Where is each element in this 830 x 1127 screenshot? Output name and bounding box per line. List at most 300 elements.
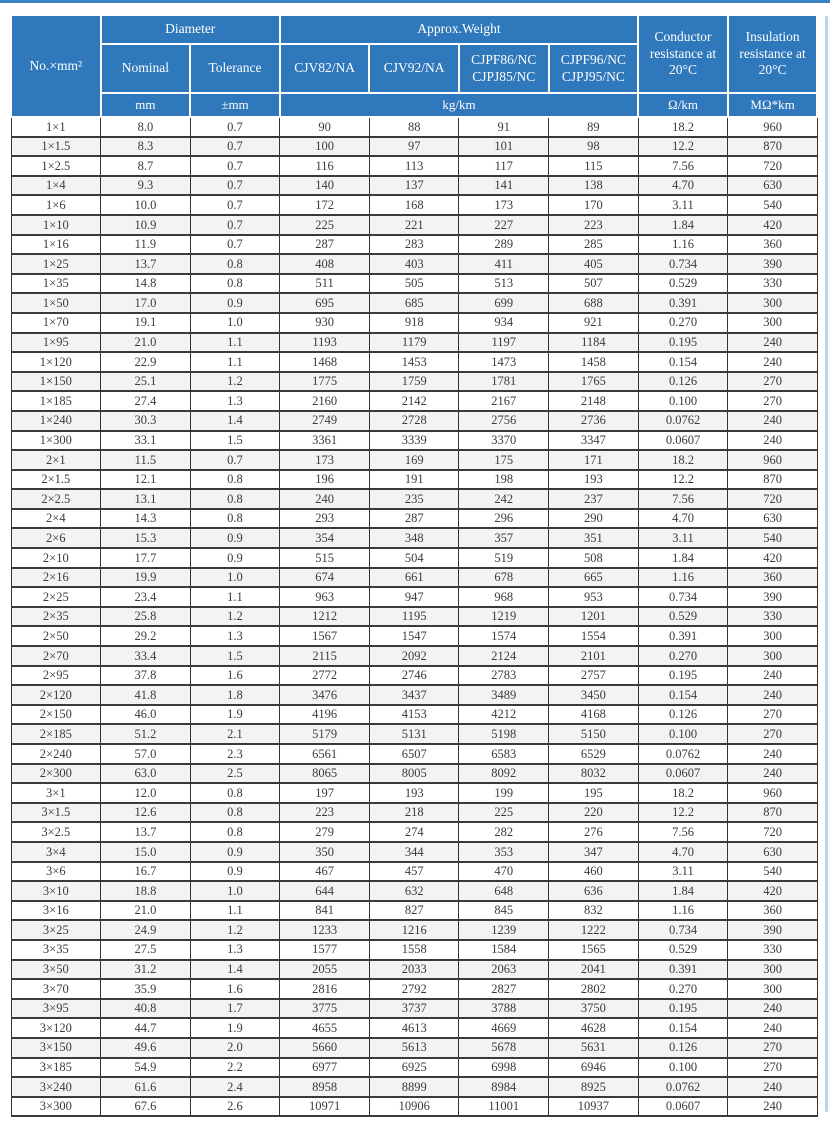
cell-conductor-resistance: 0.126 bbox=[638, 372, 728, 392]
cell-cjpf96: 285 bbox=[549, 235, 639, 255]
cell-cjpf86: 6583 bbox=[459, 744, 549, 764]
cell-cjpf96: 170 bbox=[549, 195, 639, 215]
cell-conductor-resistance: 1.16 bbox=[638, 235, 728, 255]
cell-cjv92: 191 bbox=[369, 470, 459, 490]
cell-conductor-resistance: 0.391 bbox=[638, 960, 728, 980]
cell-insulation-resistance: 540 bbox=[728, 195, 818, 215]
cell-cjv92: 827 bbox=[369, 901, 459, 921]
cell-tolerance: 1.0 bbox=[190, 313, 280, 333]
cell-cjpf86: 282 bbox=[459, 822, 549, 842]
table-row bbox=[11, 842, 817, 862]
cell-tolerance: 0.9 bbox=[190, 548, 280, 568]
cell-size: 1×70 bbox=[11, 313, 101, 333]
cell-cjpf96: 636 bbox=[549, 881, 639, 901]
cell-cjpf86: 2756 bbox=[459, 411, 549, 431]
cell-cjv82: 3476 bbox=[280, 685, 370, 705]
cell-cjpf86: 968 bbox=[459, 587, 549, 607]
cell-cjpf86: 141 bbox=[459, 176, 549, 196]
table-row bbox=[11, 137, 817, 157]
cell-tolerance: 0.8 bbox=[190, 470, 280, 490]
cell-nominal: 33.4 bbox=[101, 646, 191, 666]
cell-cjpf96: 3347 bbox=[549, 431, 639, 451]
cell-cjv92: 457 bbox=[369, 862, 459, 882]
cell-cjv82: 225 bbox=[280, 215, 370, 235]
cell-insulation-resistance: 240 bbox=[728, 431, 818, 451]
table-row bbox=[11, 195, 817, 215]
table-row bbox=[11, 215, 817, 235]
cell-cjv82: 240 bbox=[280, 489, 370, 509]
cell-nominal: 12.1 bbox=[101, 470, 191, 490]
cell-insulation-resistance: 960 bbox=[728, 450, 818, 470]
cell-size: 2×185 bbox=[11, 724, 101, 744]
cell-conductor-resistance: 0.391 bbox=[638, 293, 728, 313]
cell-cjpf96: 4168 bbox=[549, 705, 639, 725]
cell-cjv92: 137 bbox=[369, 176, 459, 196]
cell-cjpf96: 6946 bbox=[549, 1058, 639, 1078]
cell-cjv92: 287 bbox=[369, 509, 459, 529]
cell-size: 3×120 bbox=[11, 1018, 101, 1038]
cell-conductor-resistance: 0.270 bbox=[638, 646, 728, 666]
table-row bbox=[11, 372, 817, 392]
cell-cjv92: 283 bbox=[369, 235, 459, 255]
cell-cjv92: 3339 bbox=[369, 431, 459, 451]
cell-cjpf86: 8092 bbox=[459, 764, 549, 784]
cell-tolerance: 0.9 bbox=[190, 842, 280, 862]
cell-conductor-resistance: 0.0607 bbox=[638, 431, 728, 451]
cell-nominal: 49.6 bbox=[101, 1038, 191, 1058]
cell-cjpf96: 4628 bbox=[549, 1018, 639, 1038]
cell-size: 3×10 bbox=[11, 881, 101, 901]
cell-size: 1×120 bbox=[11, 352, 101, 372]
cell-nominal: 11.9 bbox=[101, 235, 191, 255]
cell-tolerance: 0.7 bbox=[190, 156, 280, 176]
cell-cjv92: 348 bbox=[369, 528, 459, 548]
cell-cjpf86: 4212 bbox=[459, 705, 549, 725]
cell-cjpf96: 688 bbox=[549, 293, 639, 313]
cell-nominal: 17.0 bbox=[101, 293, 191, 313]
cell-cjpf86: 6998 bbox=[459, 1058, 549, 1078]
cell-tolerance: 0.7 bbox=[190, 195, 280, 215]
cell-cjv92: 4153 bbox=[369, 705, 459, 725]
cell-conductor-resistance: 0.126 bbox=[638, 705, 728, 725]
cell-conductor-resistance: 0.126 bbox=[638, 1038, 728, 1058]
cell-cjv92: 168 bbox=[369, 195, 459, 215]
cell-cjv92: 88 bbox=[369, 117, 459, 137]
cell-nominal: 8.7 bbox=[101, 156, 191, 176]
cell-cjv82: 4655 bbox=[280, 1018, 370, 1038]
cell-cjv82: 1233 bbox=[280, 920, 370, 940]
cell-conductor-resistance: 4.70 bbox=[638, 509, 728, 529]
table-row bbox=[11, 783, 817, 803]
cell-cjpf86: 934 bbox=[459, 313, 549, 333]
cell-conductor-resistance: 4.70 bbox=[638, 176, 728, 196]
cell-cjpf96: 237 bbox=[549, 489, 639, 509]
cell-cjv92: 632 bbox=[369, 881, 459, 901]
cell-conductor-resistance: 18.2 bbox=[638, 783, 728, 803]
cell-cjpf86: 101 bbox=[459, 137, 549, 157]
cell-nominal: 54.9 bbox=[101, 1058, 191, 1078]
cell-cjv92: 6925 bbox=[369, 1058, 459, 1078]
cell-cjpf96: 195 bbox=[549, 783, 639, 803]
cell-nominal: 27.4 bbox=[101, 391, 191, 411]
cell-nominal: 63.0 bbox=[101, 764, 191, 784]
header-tolerance: Tolerance bbox=[190, 44, 280, 93]
cell-nominal: 21.0 bbox=[101, 333, 191, 353]
cell-cjpf96: 921 bbox=[549, 313, 639, 333]
cell-tolerance: 1.1 bbox=[190, 901, 280, 921]
cell-conductor-resistance: 18.2 bbox=[638, 450, 728, 470]
cell-cjpf86: 117 bbox=[459, 156, 549, 176]
cell-cjpf96: 115 bbox=[549, 156, 639, 176]
cell-tolerance: 2.2 bbox=[190, 1058, 280, 1078]
cell-cjpf96: 460 bbox=[549, 862, 639, 882]
table-row bbox=[11, 333, 817, 353]
cell-tolerance: 1.0 bbox=[190, 568, 280, 588]
cell-size: 2×240 bbox=[11, 744, 101, 764]
cell-cjv92: 947 bbox=[369, 587, 459, 607]
cell-conductor-resistance: 7.56 bbox=[638, 489, 728, 509]
cell-cjv92: 685 bbox=[369, 293, 459, 313]
cell-cjv82: 1212 bbox=[280, 607, 370, 627]
cell-cjv82: 674 bbox=[280, 568, 370, 588]
cell-cjpf86: 1219 bbox=[459, 607, 549, 627]
cell-cjv82: 1468 bbox=[280, 352, 370, 372]
table-body bbox=[11, 117, 817, 1116]
cell-cjpf96: 1554 bbox=[549, 626, 639, 646]
header-cjv82: CJV82/NA bbox=[280, 44, 370, 93]
cell-size: 1×6 bbox=[11, 195, 101, 215]
cell-cjpf96: 1565 bbox=[549, 940, 639, 960]
cell-cjpf96: 665 bbox=[549, 568, 639, 588]
cell-cjv92: 169 bbox=[369, 450, 459, 470]
cell-insulation-resistance: 720 bbox=[728, 822, 818, 842]
cell-cjv82: 5660 bbox=[280, 1038, 370, 1058]
cell-cjv82: 695 bbox=[280, 293, 370, 313]
cell-cjpf86: 225 bbox=[459, 803, 549, 823]
cell-cjv82: 408 bbox=[280, 254, 370, 274]
table-row bbox=[11, 176, 817, 196]
cell-cjv92: 1179 bbox=[369, 333, 459, 353]
cell-tolerance: 1.1 bbox=[190, 587, 280, 607]
cell-cjv82: 4196 bbox=[280, 705, 370, 725]
cell-tolerance: 0.7 bbox=[190, 450, 280, 470]
cell-conductor-resistance: 1.84 bbox=[638, 881, 728, 901]
cell-cjv92: 97 bbox=[369, 137, 459, 157]
table-row bbox=[11, 254, 817, 274]
cell-nominal: 17.7 bbox=[101, 548, 191, 568]
cell-nominal: 57.0 bbox=[101, 744, 191, 764]
cell-tolerance: 0.7 bbox=[190, 215, 280, 235]
cell-cjv82: 2749 bbox=[280, 411, 370, 431]
cell-nominal: 8.0 bbox=[101, 117, 191, 137]
cell-cjpf96: 2757 bbox=[549, 666, 639, 686]
cell-tolerance: 1.3 bbox=[190, 940, 280, 960]
cell-cjv82: 293 bbox=[280, 509, 370, 529]
cell-cjv82: 963 bbox=[280, 587, 370, 607]
cell-cjv82: 90 bbox=[280, 117, 370, 137]
page-right-rule bbox=[825, 16, 828, 1112]
cell-cjv92: 918 bbox=[369, 313, 459, 333]
cell-insulation-resistance: 300 bbox=[728, 313, 818, 333]
cell-cjpf86: 227 bbox=[459, 215, 549, 235]
table-row bbox=[11, 862, 817, 882]
cell-insulation-resistance: 270 bbox=[728, 391, 818, 411]
table-row bbox=[11, 528, 817, 548]
cell-cjpf86: 91 bbox=[459, 117, 549, 137]
cell-size: 2×2.5 bbox=[11, 489, 101, 509]
cell-tolerance: 1.3 bbox=[190, 626, 280, 646]
cell-cjpf96: 347 bbox=[549, 842, 639, 862]
header-diameter-group: Diameter bbox=[101, 15, 280, 44]
cell-tolerance: 1.9 bbox=[190, 705, 280, 725]
cell-cjv92: 2142 bbox=[369, 391, 459, 411]
table-row bbox=[11, 548, 817, 568]
cell-tolerance: 1.2 bbox=[190, 372, 280, 392]
cell-conductor-resistance: 12.2 bbox=[638, 470, 728, 490]
cell-cjv92: 403 bbox=[369, 254, 459, 274]
cell-cjv82: 173 bbox=[280, 450, 370, 470]
cell-insulation-resistance: 240 bbox=[728, 666, 818, 686]
header-row-groups bbox=[11, 15, 817, 44]
cell-size: 1×300 bbox=[11, 431, 101, 451]
table-row bbox=[11, 587, 817, 607]
cell-cjpf86: 1473 bbox=[459, 352, 549, 372]
cell-cjpf96: 507 bbox=[549, 274, 639, 294]
cell-nominal: 61.6 bbox=[101, 1077, 191, 1097]
cell-conductor-resistance: 0.529 bbox=[638, 607, 728, 627]
cell-cjv82: 223 bbox=[280, 803, 370, 823]
cell-conductor-resistance: 0.734 bbox=[638, 254, 728, 274]
cell-cjv82: 2816 bbox=[280, 979, 370, 999]
cell-cjpf96: 2041 bbox=[549, 960, 639, 980]
cell-size: 3×50 bbox=[11, 960, 101, 980]
cell-cjv92: 113 bbox=[369, 156, 459, 176]
cell-conductor-resistance: 0.0762 bbox=[638, 744, 728, 764]
table-row bbox=[11, 274, 817, 294]
table-row bbox=[11, 431, 817, 451]
cell-cjpf96: 10937 bbox=[549, 1097, 639, 1117]
cell-tolerance: 2.6 bbox=[190, 1097, 280, 1117]
cell-cjv82: 10971 bbox=[280, 1097, 370, 1117]
cell-insulation-resistance: 240 bbox=[728, 685, 818, 705]
header-conductor-resistance: Conductor resistance at 20°C bbox=[638, 15, 728, 93]
cell-nominal: 10.9 bbox=[101, 215, 191, 235]
cell-nominal: 30.3 bbox=[101, 411, 191, 431]
table-row bbox=[11, 764, 817, 784]
cell-cjpf86: 8984 bbox=[459, 1077, 549, 1097]
cell-cjpf86: 3370 bbox=[459, 431, 549, 451]
cell-insulation-resistance: 300 bbox=[728, 960, 818, 980]
cell-insulation-resistance: 960 bbox=[728, 783, 818, 803]
cell-cjv82: 3361 bbox=[280, 431, 370, 451]
table-row bbox=[11, 803, 817, 823]
cell-cjpf96: 1184 bbox=[549, 333, 639, 353]
cell-cjv92: 5131 bbox=[369, 724, 459, 744]
cell-cjpf86: 678 bbox=[459, 568, 549, 588]
cell-size: 1×1.5 bbox=[11, 137, 101, 157]
cell-size: 1×16 bbox=[11, 235, 101, 255]
cell-tolerance: 2.5 bbox=[190, 764, 280, 784]
cell-cjv82: 841 bbox=[280, 901, 370, 921]
cell-nominal: 13.7 bbox=[101, 254, 191, 274]
cell-cjpf96: 2802 bbox=[549, 979, 639, 999]
cell-size: 1×2.5 bbox=[11, 156, 101, 176]
unit-tolerance: ±mm bbox=[190, 93, 280, 117]
cell-tolerance: 1.8 bbox=[190, 685, 280, 705]
table-row bbox=[11, 1097, 817, 1117]
cell-conductor-resistance: 0.195 bbox=[638, 333, 728, 353]
cell-size: 2×300 bbox=[11, 764, 101, 784]
cell-size: 1×185 bbox=[11, 391, 101, 411]
cell-insulation-resistance: 300 bbox=[728, 293, 818, 313]
cell-tolerance: 1.3 bbox=[190, 391, 280, 411]
cell-tolerance: 1.9 bbox=[190, 1018, 280, 1038]
cell-insulation-resistance: 240 bbox=[728, 333, 818, 353]
cell-cjv92: 1453 bbox=[369, 352, 459, 372]
cell-conductor-resistance: 0.0762 bbox=[638, 1077, 728, 1097]
cell-cjv92: 274 bbox=[369, 822, 459, 842]
cell-insulation-resistance: 720 bbox=[728, 489, 818, 509]
cell-cjpf96: 2101 bbox=[549, 646, 639, 666]
cell-size: 1×95 bbox=[11, 333, 101, 353]
cell-cjv92: 344 bbox=[369, 842, 459, 862]
cell-tolerance: 0.8 bbox=[190, 783, 280, 803]
cell-size: 3×300 bbox=[11, 1097, 101, 1117]
cell-size: 3×25 bbox=[11, 920, 101, 940]
cell-nominal: 23.4 bbox=[101, 587, 191, 607]
cell-cjpf96: 1201 bbox=[549, 607, 639, 627]
cell-tolerance: 1.0 bbox=[190, 881, 280, 901]
cell-nominal: 14.3 bbox=[101, 509, 191, 529]
cell-nominal: 37.8 bbox=[101, 666, 191, 686]
cell-cjpf86: 357 bbox=[459, 528, 549, 548]
cell-cjv92: 3437 bbox=[369, 685, 459, 705]
cell-conductor-resistance: 1.84 bbox=[638, 548, 728, 568]
cell-cjv92: 2792 bbox=[369, 979, 459, 999]
cell-cjv92: 6507 bbox=[369, 744, 459, 764]
table-row bbox=[11, 1018, 817, 1038]
cell-insulation-resistance: 270 bbox=[728, 1038, 818, 1058]
cell-conductor-resistance: 0.0607 bbox=[638, 764, 728, 784]
table-row bbox=[11, 822, 817, 842]
cell-size: 3×6 bbox=[11, 862, 101, 882]
cell-cjv92: 661 bbox=[369, 568, 459, 588]
cell-cjv82: 2115 bbox=[280, 646, 370, 666]
cell-nominal: 12.0 bbox=[101, 783, 191, 803]
cell-insulation-resistance: 270 bbox=[728, 705, 818, 725]
cell-cjv92: 221 bbox=[369, 215, 459, 235]
cell-tolerance: 0.8 bbox=[190, 254, 280, 274]
cell-nominal: 25.8 bbox=[101, 607, 191, 627]
cell-cjv92: 1558 bbox=[369, 940, 459, 960]
cell-cjpf86: 1584 bbox=[459, 940, 549, 960]
cell-cjv92: 1547 bbox=[369, 626, 459, 646]
cell-insulation-resistance: 240 bbox=[728, 999, 818, 1019]
cell-nominal: 25.1 bbox=[101, 372, 191, 392]
cell-size: 2×50 bbox=[11, 626, 101, 646]
table-row bbox=[11, 470, 817, 490]
table-row bbox=[11, 1058, 817, 1078]
cell-cjv82: 350 bbox=[280, 842, 370, 862]
cell-cjv82: 1577 bbox=[280, 940, 370, 960]
cell-cjpf96: 1458 bbox=[549, 352, 639, 372]
cell-size: 1×1 bbox=[11, 117, 101, 137]
cell-tolerance: 2.3 bbox=[190, 744, 280, 764]
cell-insulation-resistance: 390 bbox=[728, 587, 818, 607]
table-row bbox=[11, 626, 817, 646]
cell-conductor-resistance: 0.529 bbox=[638, 274, 728, 294]
table-row bbox=[11, 979, 817, 999]
cell-cjpf86: 845 bbox=[459, 901, 549, 921]
cell-cjv92: 1195 bbox=[369, 607, 459, 627]
cell-insulation-resistance: 720 bbox=[728, 156, 818, 176]
cell-cjv82: 8958 bbox=[280, 1077, 370, 1097]
table-row bbox=[11, 901, 817, 921]
cell-tolerance: 0.8 bbox=[190, 274, 280, 294]
cell-cjpf86: 5678 bbox=[459, 1038, 549, 1058]
cell-cjpf86: 3788 bbox=[459, 999, 549, 1019]
cell-cjv82: 6561 bbox=[280, 744, 370, 764]
cell-cjpf86: 1781 bbox=[459, 372, 549, 392]
cell-cjpf96: 3750 bbox=[549, 999, 639, 1019]
cell-cjpf86: 296 bbox=[459, 509, 549, 529]
cell-nominal: 40.8 bbox=[101, 999, 191, 1019]
cell-cjpf86: 470 bbox=[459, 862, 549, 882]
cell-cjpf86: 242 bbox=[459, 489, 549, 509]
cell-cjv92: 505 bbox=[369, 274, 459, 294]
table-row bbox=[11, 920, 817, 940]
cell-cjpf96: 2148 bbox=[549, 391, 639, 411]
cell-size: 3×1 bbox=[11, 783, 101, 803]
cell-insulation-resistance: 240 bbox=[728, 1077, 818, 1097]
cell-cjpf86: 3489 bbox=[459, 685, 549, 705]
cell-conductor-resistance: 0.734 bbox=[638, 920, 728, 940]
table-row bbox=[11, 960, 817, 980]
cell-tolerance: 0.7 bbox=[190, 137, 280, 157]
cell-tolerance: 0.7 bbox=[190, 176, 280, 196]
cell-insulation-resistance: 870 bbox=[728, 470, 818, 490]
cell-conductor-resistance: 7.56 bbox=[638, 156, 728, 176]
cell-cjpf96: 276 bbox=[549, 822, 639, 842]
cell-cjv82: 287 bbox=[280, 235, 370, 255]
cell-cjv92: 8005 bbox=[369, 764, 459, 784]
cell-insulation-resistance: 420 bbox=[728, 881, 818, 901]
table-row bbox=[11, 685, 817, 705]
cell-conductor-resistance: 0.270 bbox=[638, 979, 728, 999]
table-row bbox=[11, 156, 817, 176]
cell-insulation-resistance: 390 bbox=[728, 920, 818, 940]
cell-cjv82: 2055 bbox=[280, 960, 370, 980]
cell-nominal: 15.3 bbox=[101, 528, 191, 548]
cell-conductor-resistance: 3.11 bbox=[638, 862, 728, 882]
cell-conductor-resistance: 0.100 bbox=[638, 724, 728, 744]
cell-cjpf86: 2827 bbox=[459, 979, 549, 999]
header-weight-group: Approx.Weight bbox=[280, 15, 638, 44]
cell-nominal: 18.8 bbox=[101, 881, 191, 901]
cell-nominal: 67.6 bbox=[101, 1097, 191, 1117]
cell-cjpf96: 6529 bbox=[549, 744, 639, 764]
cell-conductor-resistance: 3.11 bbox=[638, 195, 728, 215]
cell-insulation-resistance: 240 bbox=[728, 411, 818, 431]
cell-size: 3×1.5 bbox=[11, 803, 101, 823]
cell-conductor-resistance: 0.100 bbox=[638, 391, 728, 411]
cell-size: 2×150 bbox=[11, 705, 101, 725]
cell-cjv92: 2092 bbox=[369, 646, 459, 666]
cell-tolerance: 1.4 bbox=[190, 960, 280, 980]
cell-cjpf96: 193 bbox=[549, 470, 639, 490]
cell-cjpf86: 198 bbox=[459, 470, 549, 490]
cell-size: 2×25 bbox=[11, 587, 101, 607]
